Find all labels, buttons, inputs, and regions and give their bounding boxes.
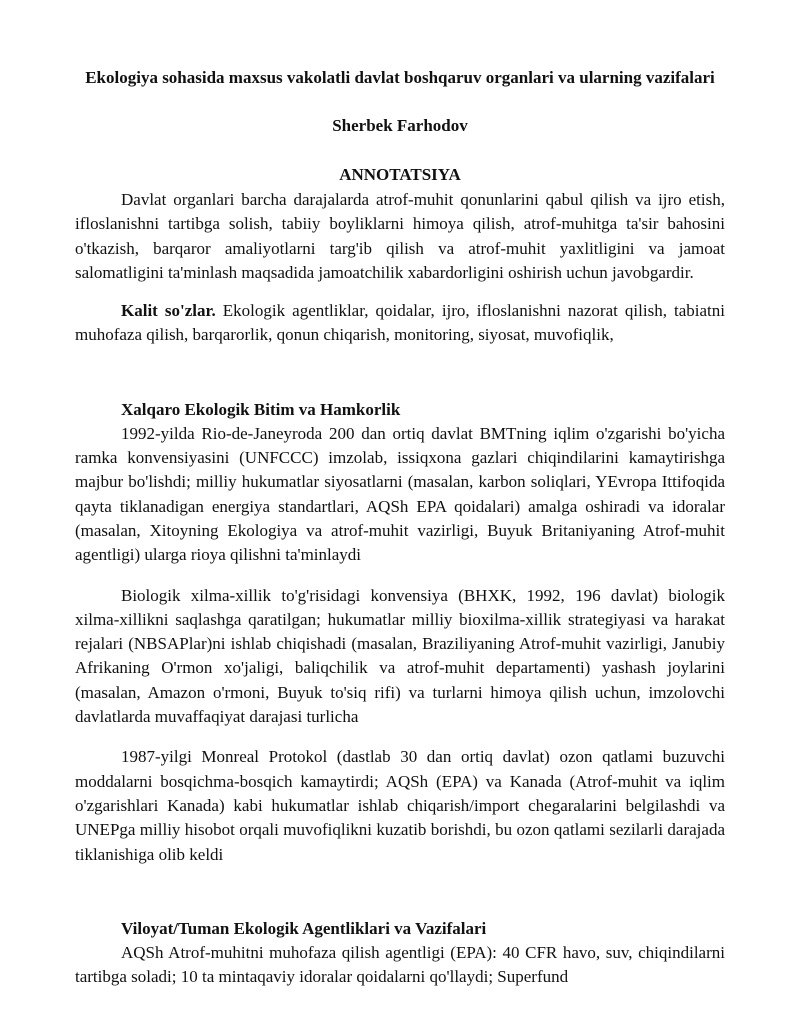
section-paragraph: 1992-yilda Rio-de-Janeyroda 200 dan ortiq davlat BMTning iqlim o'zgarishi bo'yicha ramka konvensiyasini (UNFCCC) imzolab, issiqxona gazlari chiqindilarini kamaytirishga majbur bo'lishdi; milliy hukumatlar siyosatlarni (masalan, karbon soliqlari, YEvropa Ittifoqida qayta tiklanadigan energiya standartlari, AQSh EPA qoidalari) amalga oshiradi va idoralar (masalan, Xitoyning Ekologiya va atrof-muhit vazirligi, Buyuk Britaniyaning Atrof-muhit agentligi) ularga rioya qilishni ta'minlaydi bbox=[75, 423, 725, 565]
abstract-text: Davlat organlari barcha darajalarda atrof-muhit qonunlarini qabul qilish va ijro etish, ifloslanishni tartibga solish, tabiiy boyliklarni himoya qilish, atrof-muhitga ta'sir bahosini o'tkazish, barqaror amaliyotlarni targ'ib qilish va atrof-muhit yaxlitligini va jamoat salomatligini ta'minlash maqsadida jamoatchilik xabardorligini oshirish uchun javobgardir. bbox=[75, 190, 725, 282]
document-title: Ekologiya sohasida maxsus vakolatli davlat boshqaruv organlari va ularning vazifalari bbox=[85, 68, 715, 87]
keywords-text: Ekologik agentliklar, qoidalar, ijro, ifloslanishni nazorat qilish, tabiatni muhofaza qilish, barqarorlik, qonun chiqarish, monitoring, siyosat, muvofiqlik, bbox=[75, 301, 725, 345]
section-paragraph: 1987-yilgi Monreal Protokol (dastlab 30 dan ortiq davlat) ozon qatlami buzuvchi moddalarni bosqichma-bosqich kamaytirdi; AQSh (EPA) va Kanada (Atrof-muhit va iqlim o'zgarishlari Kanada) kabi hukumatlar ishlab chiqarish/import chegaralarini belgilashdi va UNEPga milliy hisobot orqali muvofiqlikni kuzatib borishdi, bu ozon qatlami sezilarli darajada tiklanishiga olib keldi bbox=[75, 747, 725, 864]
section-paragraph: AQSh Atrof-muhitni muhofaza qilish agentligi (EPA): 40 CFR havo, suv, chiqindilarni tartibga soladi; 10 ta mintaqaviy idoralar qoidalarni qo'llaydi; Superfund bbox=[75, 942, 725, 987]
document-body bbox=[75, 66, 725, 989]
section-heading-regional: Viloyat/Tuman Ekologik Agentliklari va Vazifalari bbox=[121, 918, 487, 938]
section-paragraph: Biologik xilma-xillik to'g'risidagi konvensiya (BHXK, 1992, 196 davlat) biologik xilma-xillikni saqlashga qaratilgan; hukumatlar milliy bioxilma-xillik strategiyasi va harakat rejalari (NBSAPlar)ni ishlab chiqishadi (masalan, Braziliyaning Atrof-muhit vazirligi, Janubiy Afrikaning O'rmon xo'jaligi, baliqchilik va atrof-muhit departamenti) yashash joylarini (masalan, Amazon o'rmoni, Buyuk to'siq rifi) va turlarni himoya qilish uchun, imzolovchi davlatlarda muvaffaqiyat darajasi turlicha bbox=[75, 585, 725, 727]
keywords-paragraph bbox=[75, 299, 725, 348]
section-heading-international: Xalqaro Ekologik Bitim va Hamkorlik bbox=[121, 399, 401, 419]
abstract-heading: ANNOTATSIYA bbox=[339, 165, 461, 184]
keywords-label: Kalit so'zlar. bbox=[121, 301, 216, 321]
author-name: Sherbek Farhodov bbox=[332, 116, 468, 135]
